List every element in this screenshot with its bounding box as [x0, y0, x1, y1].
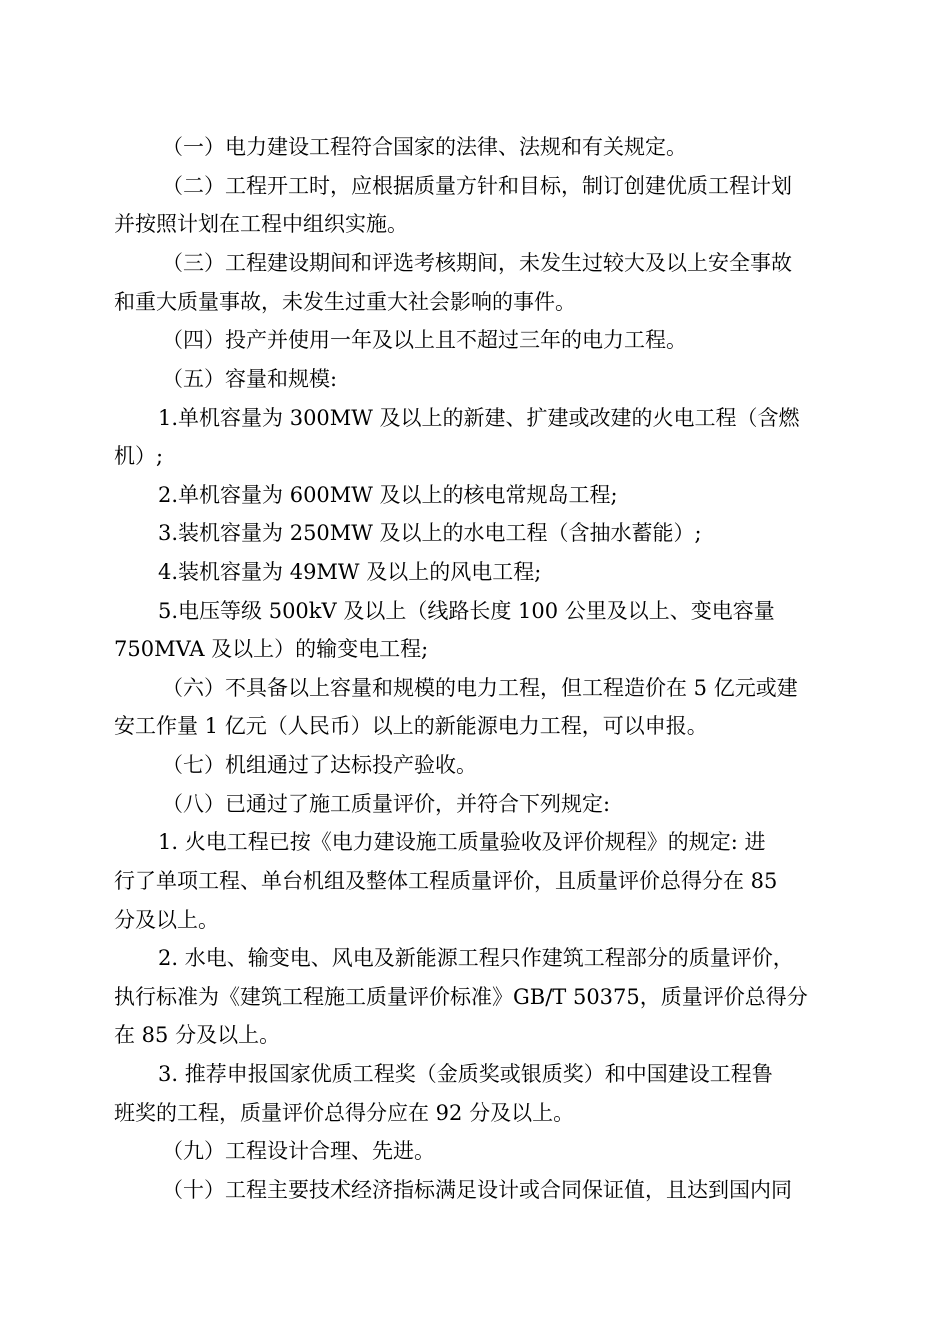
text-line-27: （九）工程设计合理、先进。 — [162, 1139, 435, 1163]
text-line-23: 执行标准为《建筑工程施工质量评价标准》GB/T 50375，质量评价总得分 — [114, 985, 808, 1009]
text-line-13: 5.电压等级 500kV 及以上（线路长度 100 公里及以上、变电容量 — [158, 599, 775, 623]
text-line-6: （四）投产并使用一年及以上且不超过三年的电力工程。 — [162, 328, 687, 352]
text-line-5: 和重大质量事故，未发生过重大社会影响的事件。 — [114, 290, 576, 314]
text-line-16: 安工作量 1 亿元（人民币）以上的新能源电力工程，可以申报。 — [114, 714, 708, 738]
text-line-11: 3.装机容量为 250MW 及以上的水电工程（含抽水蓄能）; — [158, 521, 702, 545]
text-line-25: 3. 推荐申报国家优质工程奖（金质奖或银质奖）和中国建设工程鲁 — [158, 1062, 773, 1086]
text-line-1: （一）电力建设工程符合国家的法律、法规和有关规定。 — [162, 135, 687, 159]
text-line-2: （二）工程开工时，应根据质量方针和目标，制订创建优质工程计划 — [162, 174, 792, 198]
text-line-24: 在 85 分及以上。 — [114, 1023, 281, 1047]
text-line-4: （三）工程建设期间和评选考核期间，未发生过较大及以上安全事故 — [162, 251, 792, 275]
text-line-15: （六）不具备以上容量和规模的电力工程，但工程造价在 5 亿元或建 — [162, 676, 798, 700]
text-line-9: 机）; — [114, 444, 164, 468]
text-line-3: 并按照计划在工程中组织实施。 — [114, 212, 408, 236]
text-line-21: 分及以上。 — [114, 908, 219, 932]
text-line-28: （十）工程主要技术经济指标满足设计或合同保证值，且达到国内同 — [162, 1178, 792, 1202]
text-line-10: 2.单机容量为 600MW 及以上的核电常规岛工程; — [158, 483, 618, 507]
text-line-8: 1.单机容量为 300MW 及以上的新建、扩建或改建的火电工程（含燃 — [158, 406, 800, 430]
text-line-19: 1. 火电工程已按《电力建设施工质量验收及评价规程》的规定: 进 — [158, 830, 766, 854]
text-line-18: （八）已通过了施工质量评价，并符合下列规定: — [162, 792, 611, 816]
text-line-7: （五）容量和规模: — [162, 367, 338, 391]
text-line-14: 750MVA 及以上）的输变电工程; — [114, 637, 429, 661]
text-line-12: 4.装机容量为 49MW 及以上的风电工程; — [158, 560, 542, 584]
text-line-20: 行了单项工程、单台机组及整体工程质量评价，且质量评价总得分在 85 — [114, 869, 778, 893]
text-line-17: （七）机组通过了达标投产验收。 — [162, 753, 477, 777]
text-line-26: 班奖的工程，质量评价总得分应在 92 分及以上。 — [114, 1101, 575, 1125]
text-line-22: 2. 水电、输变电、风电及新能源工程只作建筑工程部分的质量评价， — [158, 946, 794, 970]
